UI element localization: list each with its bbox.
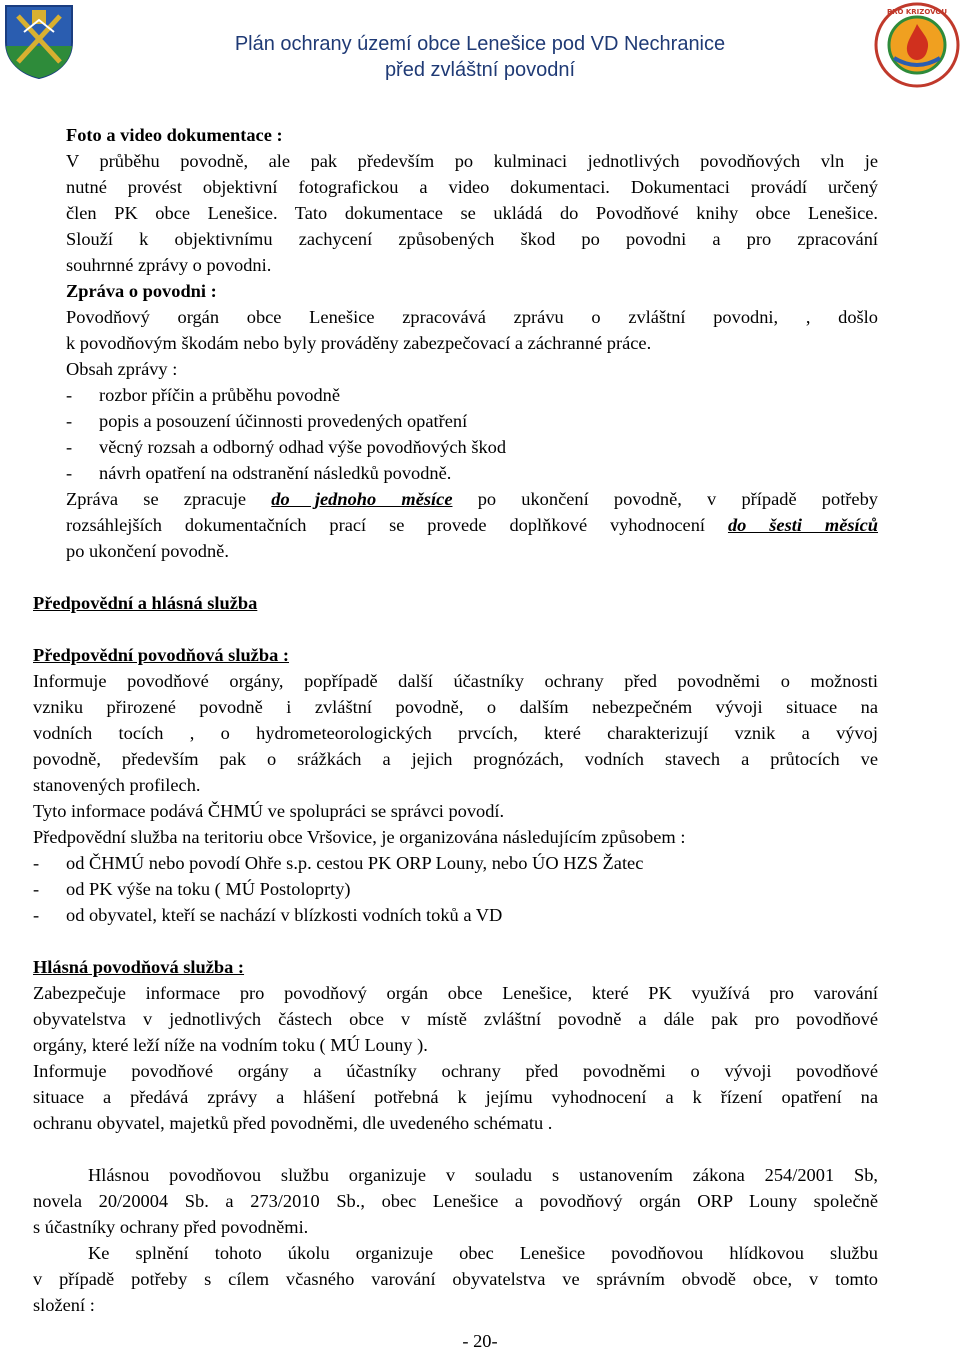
- body-line: v případě potřeby s cílem včasného varování obyvatelstva ve správním obvodě obce, v tomto: [33, 1269, 878, 1289]
- body-line: souhrnné zprávy o povodni.: [66, 255, 272, 275]
- body-line: Slouží k objektivnímu zachycení způsobených škod po povodni a pro zpracování: [66, 229, 878, 249]
- list-item: - od obyvatel, kteří se nachází v blízkosti vodních toků a VD: [33, 905, 503, 925]
- body-line: rozsáhlejších dokumentačních prací se provede doplňkové vyhodnocení do šesti měsíců: [66, 515, 879, 535]
- page-body: [33, 122, 878, 1318]
- body-line: Informuje povodňové orgány, popřípadě další účastníky ochrany před povodněmi o možnosti: [33, 671, 878, 691]
- flood-report-block: [33, 122, 878, 564]
- forecast-service-heading: Předpovědní povodňová služba :: [33, 645, 289, 665]
- body-line: Zpráva se zpracuje do jednoho měsíce po ukončení povodně, v případě potřeby: [66, 489, 878, 509]
- list-item: - věcný rozsah a odborný odhad výše povodňových škod: [66, 437, 507, 457]
- list-item: - rozbor příčin a průběhu povodně: [66, 385, 341, 405]
- crisis-preparedness-logo-icon: [874, 2, 960, 88]
- deadline-month: do jednoho měsíce: [271, 489, 453, 509]
- body-line: Tyto informace podává ČHMÚ ve spolupráci se správci povodí.: [33, 801, 505, 821]
- list-item: - od PK výše na toku ( MÚ Postoloprty): [33, 879, 351, 899]
- flood-report-heading: Zpráva o povodni :: [66, 281, 217, 301]
- report-contents-label: Obsah zprávy :: [66, 359, 178, 379]
- body-line: stanovených profilech.: [33, 775, 201, 795]
- deadline-six-months: do šesti měsíců: [727, 515, 879, 535]
- header-title-line2: před zvláštní povodní: [384, 59, 576, 81]
- body-line: ochranu obyvatel, majetků před povodněmi, dle uvedeného schématu .: [33, 1113, 553, 1133]
- page-header: [0, 0, 960, 100]
- body-line: obyvatelstva v jednotlivých částech obce v místě zvláštní povodně a dále pak pro povodňové: [33, 1009, 878, 1029]
- list-item: - popis a posouzení účinnosti provedených opatření: [66, 411, 468, 431]
- body-line: vodních tocích , o hydrometeorologických prvcích, které charakterizují vznik a vývoj: [33, 723, 878, 743]
- header-title-line1: Plán ochrany území obce Lenešice pod VD Nechranice: [234, 33, 726, 55]
- body-line: Hlásnou povodňovou službu organizuje v souladu s ustanovením zákona 254/2001 Sb,: [88, 1165, 878, 1185]
- body-line: Povodňový orgán obce Lenešice zpracovává zprávu o zvláštní povodni, , došlo: [66, 307, 878, 327]
- forecast-warning-service-heading: Předpovědní a hlásná služba: [33, 593, 258, 613]
- body-line: nutné provést objektivní fotografickou a video dokumentaci. Dokumentaci provádí určený: [66, 177, 878, 197]
- photo-video-heading: Foto a video dokumentace :: [66, 125, 283, 145]
- body-line: po ukončení povodně.: [66, 541, 229, 561]
- page-number: - 20-: [462, 1331, 498, 1351]
- body-line: Předpovědní služba na teritoriu obce Vršovice, je organizována následujícím způsobem :: [33, 827, 686, 847]
- body-line: k povodňovým škodám nebo byly prováděny zabezpečovací a záchranné práce.: [66, 333, 652, 353]
- body-line: povodně, především pak o srážkách a jejich prognózách, vodních stavech a průtocích ve: [33, 749, 878, 769]
- body-line: orgány, které leží níže na vodním toku ( MÚ Louny ).: [33, 1035, 428, 1055]
- body-line: novela 20/20004 Sb. a 273/2010 Sb., obec Lenešice a povodňový orgán ORP Louny společně: [33, 1191, 878, 1211]
- body-line: s účastníky ochrany před povodněmi.: [33, 1217, 309, 1237]
- svg-text:PRO KRIZOVOU: PRO KRIZOVOU: [886, 8, 948, 16]
- body-line: V průběhu povodně, ale pak především po kulminaci jednotlivých povodňových vln je: [66, 151, 878, 171]
- body-line: Ke splnění tohoto úkolu organizuje obec Lenešice povodňovou hlídkovou službu: [88, 1243, 878, 1263]
- body-line: situace a předává zprávy a hlášení potřebná k jejímu vyhodnocení a k řízení opatření na: [33, 1087, 878, 1107]
- body-line: Zabezpečuje informace pro povodňový orgán obce Lenešice, které PK využívá pro varování: [33, 983, 878, 1003]
- body-line: Informuje povodňové orgány a účastníky ochrany před povodněmi o vývoji povodňové: [33, 1061, 878, 1081]
- list-item: - návrh opatření na odstranění následků povodně.: [66, 463, 452, 483]
- warning-service-heading: Hlásná povodňová služba :: [33, 957, 245, 977]
- body-line: člen PK obce Lenešice. Tato dokumentace se ukládá do Povodňové knihy obce Lenešice.: [66, 203, 878, 223]
- list-item: - od ČHMÚ nebo povodí Ohře s.p. cestou PK ORP Louny, nebo ÚO HZS Žatec: [33, 853, 644, 873]
- body-line: složení :: [33, 1295, 95, 1315]
- body-line: vzniku přirozené povodně i zvláštní povodně, o dalším nebezpečném vývoji situace na: [33, 697, 878, 717]
